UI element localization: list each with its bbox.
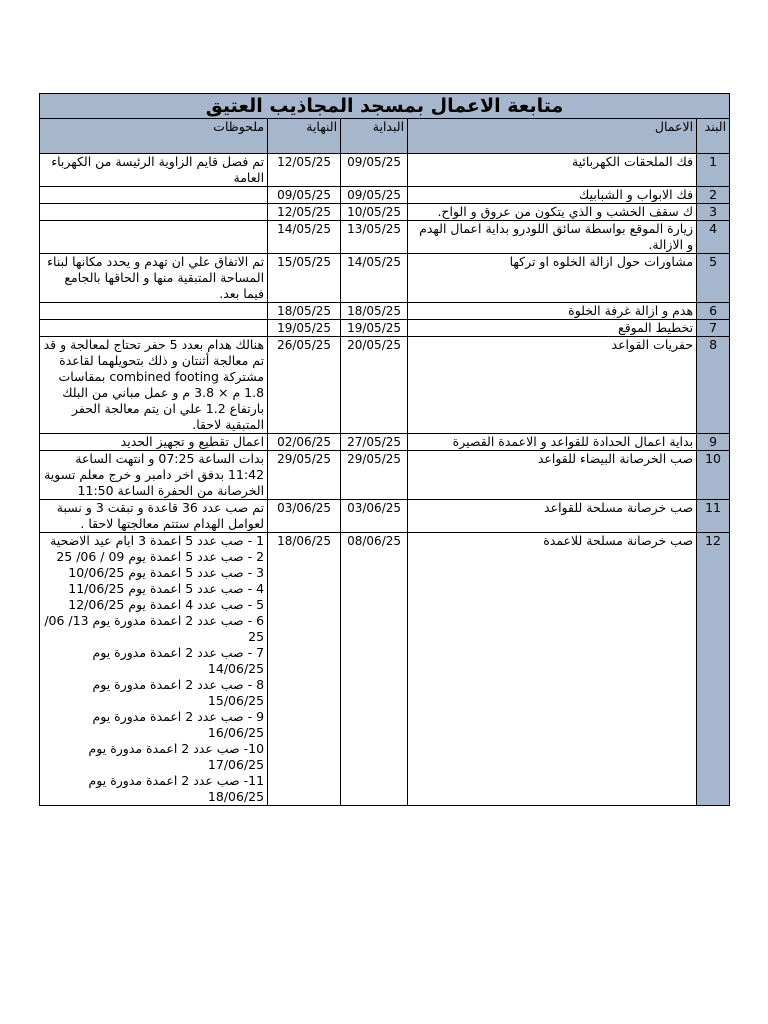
work-cell (408, 451, 697, 500)
start-date-cell: 13/05/25 (341, 221, 408, 254)
header-start: البداية (341, 119, 408, 154)
work-cell (408, 187, 697, 204)
start-date-cell: 14/05/25 (341, 254, 408, 303)
item-number-cell: 9 (697, 434, 730, 451)
item-number-cell: 4 (697, 221, 730, 254)
work-cell (408, 434, 697, 451)
item-number-cell: 1 (697, 154, 730, 187)
end-date-cell: 19/05/25 (268, 320, 341, 337)
work-text: مشاورات حول ازالة الخلوه او تركها (509, 254, 694, 269)
work-cell (408, 337, 697, 434)
work-text: ك سقف الخشب و الذي يتكون من عروق و الواح. (437, 204, 694, 219)
notes-cell (40, 337, 268, 434)
notes-cell (40, 500, 268, 533)
work-cell (408, 221, 697, 254)
note-line: تم فصل قايم الزاوية الرئيسة من الكهرباء العامة (51, 154, 265, 185)
note-line: 4 - صب عدد 5 اعمدة يوم 11/06/25 (68, 581, 265, 596)
notes-cell (40, 254, 268, 303)
table-row (40, 303, 730, 320)
item-number-cell: 3 (697, 204, 730, 221)
table-row (40, 434, 730, 451)
table-row (40, 451, 730, 500)
table-row (40, 320, 730, 337)
note-line: بدات الساعة 07:25 و انتهت الساعة 11:42 بدفق اخر دامبر و خرج معلم تسوية الخرصانة من الحفرة الساعة 11:50 (44, 451, 265, 498)
work-cell (408, 500, 697, 533)
work-text: بداية اعمال الحدادة للقواعد و الاعمدة القصيرة (452, 434, 694, 449)
start-date-cell: 19/05/25 (341, 320, 408, 337)
end-date-cell: 29/05/25 (268, 451, 341, 500)
note-line: 5 - صب عدد 4 اعمدة يوم 12/06/25 (68, 597, 265, 612)
note-line: هنالك هدام بعدد 5 حفر تحتاج لمعالجة و قد تم معالجة أثنتان و ذلك بتحويلهما لقاعدة مشتركة combined footing بمقاسات 1.8 م × 3.8 م و عمل مباني من البلك بارتفاع 1.2 علي ان يتم معالجة الحفر المتبقية لاحقا. (43, 337, 265, 432)
table-body (40, 154, 730, 806)
note-line: 8 - صب عدد 2 اعمدة مدورة يوم 15/06/25 (92, 677, 265, 708)
item-number-cell: 2 (697, 187, 730, 204)
end-date-cell: 12/05/25 (268, 204, 341, 221)
table-row (40, 187, 730, 204)
work-text: صب الخرصانة البيضاء للقواعد (537, 451, 694, 466)
table-row (40, 254, 730, 303)
item-number-cell: 10 (697, 451, 730, 500)
end-date-cell: 02/06/25 (268, 434, 341, 451)
work-text: صب خرصانة مسلحة للقواعد (544, 500, 694, 515)
work-text: تخطيط الموقع (618, 320, 694, 335)
note-line: تم الاتفاق علي ان تهدم و يحدد مكانها لبناء المساحة المتبقية منها و الحاقها بالجامع فيما بعد. (47, 254, 265, 301)
start-date-cell: 08/06/25 (341, 533, 408, 806)
note-line: 10- صب عدد 2 اعمدة مدورة يوم 17/06/25 (88, 741, 265, 772)
end-date-cell: 18/06/25 (268, 533, 341, 806)
table-row (40, 533, 730, 806)
note-line: 3 - صب عدد 5 اعمدة يوم 10/06/25 (68, 565, 265, 580)
item-number-cell: 6 (697, 303, 730, 320)
work-text: صب خرصانة مسلحة للاعمدة (543, 533, 694, 548)
start-date-cell: 10/05/25 (341, 204, 408, 221)
start-date-cell: 03/06/25 (341, 500, 408, 533)
note-line: 7 - صب عدد 2 اعمدة مدورة يوم 14/06/25 (92, 645, 265, 676)
note-line: 11- صب عدد 2 اعمدة مدورة يوم 18/06/25 (88, 773, 265, 804)
end-date-cell: 12/05/25 (268, 154, 341, 187)
notes-cell (40, 303, 268, 320)
start-date-cell: 27/05/25 (341, 434, 408, 451)
table-row (40, 204, 730, 221)
notes-cell (40, 533, 268, 806)
work-cell (408, 154, 697, 187)
start-date-cell: 20/05/25 (341, 337, 408, 434)
header-work: الاعمال (408, 119, 697, 154)
work-cell (408, 204, 697, 221)
header-item: البند (697, 119, 730, 154)
work-text: فك الابواب و الشبابيك (579, 187, 694, 202)
item-number-cell: 11 (697, 500, 730, 533)
notes-cell (40, 451, 268, 500)
end-date-cell: 15/05/25 (268, 254, 341, 303)
work-text: هدم و ازالة غرفة الخلوة (568, 303, 694, 318)
note-line: 6 - صب عدد 2 اعمدة مدورة يوم 13/ 06/ 25 (44, 613, 265, 644)
note-line: 1 - صب عدد 5 اعمدة 3 ايام عيد الاضحية (50, 533, 265, 548)
end-date-cell: 09/05/25 (268, 187, 341, 204)
work-cell (408, 303, 697, 320)
work-text: فك الملحقات الكهربائية (571, 154, 694, 169)
table-row (40, 154, 730, 187)
work-cell (408, 320, 697, 337)
end-date-cell: 18/05/25 (268, 303, 341, 320)
note-line: 2 - صب عدد 5 اعمدة يوم 09 / 06/ 25 (56, 549, 265, 564)
notes-cell (40, 221, 268, 254)
header-row (40, 119, 730, 154)
table-row (40, 221, 730, 254)
works-tracking-table (39, 93, 730, 806)
item-number-cell: 12 (697, 533, 730, 806)
notes-cell (40, 320, 268, 337)
end-date-cell: 14/05/25 (268, 221, 341, 254)
start-date-cell: 29/05/25 (341, 451, 408, 500)
table-row (40, 337, 730, 434)
start-date-cell: 09/05/25 (341, 187, 408, 204)
notes-cell (40, 434, 268, 451)
note-line: 9 - صب عدد 2 اعمدة مدورة يوم 16/06/25 (92, 709, 265, 740)
work-text: حفريات القواعد (611, 337, 694, 352)
end-date-cell: 26/05/25 (268, 337, 341, 434)
notes-cell (40, 204, 268, 221)
sheet-title: متابعة الاعمال بمسجد المجاذيب العتيق (40, 94, 730, 119)
start-date-cell: 09/05/25 (341, 154, 408, 187)
notes-cell (40, 187, 268, 204)
start-date-cell: 18/05/25 (341, 303, 408, 320)
note-line: تم صب عدد 36 قاعدة و تبقت 3 و نسبة لعوامل الهدام ستتم معالجتها لاحقا . (56, 500, 265, 531)
work-cell (408, 533, 697, 806)
end-date-cell: 03/06/25 (268, 500, 341, 533)
item-number-cell: 8 (697, 337, 730, 434)
work-cell (408, 254, 697, 303)
header-notes: ملحوظات (40, 119, 268, 154)
item-number-cell: 5 (697, 254, 730, 303)
notes-cell (40, 154, 268, 187)
header-end: النهاية (268, 119, 341, 154)
item-number-cell: 7 (697, 320, 730, 337)
work-text: زيارة الموقع بواسطة سائق اللودرو بداية اعمال الهدم و الازالة. (419, 221, 694, 252)
table-row (40, 500, 730, 533)
note-line: اعمال تقطيع و تجهيز الحديد (120, 434, 265, 449)
